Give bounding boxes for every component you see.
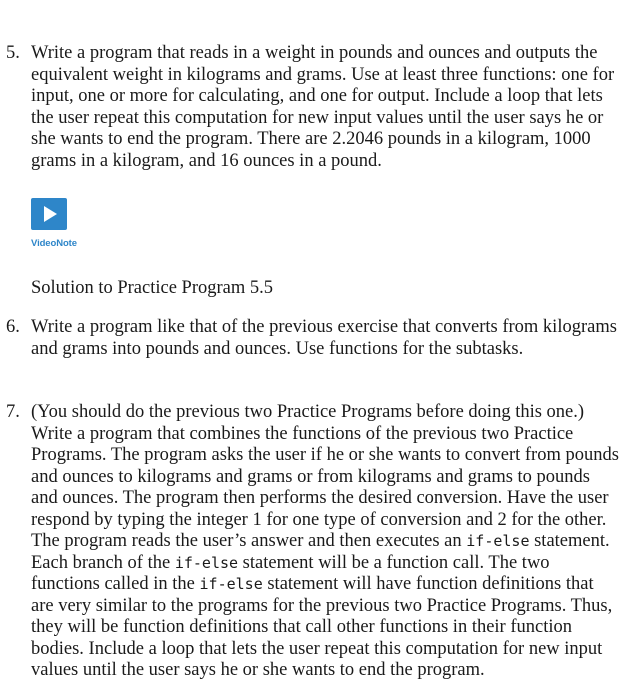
videonote-label: VideoNote xyxy=(31,238,77,249)
code-if-else: if-else xyxy=(466,532,530,550)
code-if-else: if-else xyxy=(174,553,239,572)
text-segment: statement will have function definitions that are very similar to the programs for the previous two Practice Programs. Thus, they will be function definitions that call other functions in their function bodies. Include a loop that lets the user repeat this computation for new input values until the user says he or she wants to end the program. xyxy=(31,574,613,680)
solution-caption: Solution to Practice Program 5.5 xyxy=(31,278,274,298)
problem-7 xyxy=(0,402,620,682)
problem-text: Write a program like that of the previous exercise that converts from kilograms and grams into pounds and ounces. Use functions for the subtasks. xyxy=(31,317,617,359)
text-segment: (You should do the previous two Practice Programs before doing this one.) Write a program that combines the functions of the previous two Practice Programs. The program asks the user if he or she wants to convert from pounds and ounces to kilograms and grams or from kilograms and grams to pounds and ounces. The program then performs the desired conversion. Have the user respond by typing the integer 1 for one type of conversion and 2 for the other. The program reads the user’s answer and then executes an xyxy=(31,402,619,551)
problem-number: 5. xyxy=(6,43,20,63)
problem-text xyxy=(31,402,620,682)
problem-number: 7. xyxy=(6,402,20,422)
play-icon[interactable] xyxy=(31,198,67,230)
problem-number: 6. xyxy=(6,317,20,337)
problem-5 xyxy=(0,43,620,172)
problem-text: Write a program that reads in a weight in pounds and ounces and outputs the equivalent weight in kilograms and grams. Use at least three functions: one for input, one or more for calculating, and one for output. Include a loop that lets the user repeat this computation for new input values until the user says he or she wants to end the program. There are 2.2046 pounds in a kilogram, 1000 grams in a kilogram, and 16 ounces in a pound. xyxy=(31,43,615,171)
text-segment: statement will be a function call. The two functions called in the xyxy=(31,552,550,594)
videonote-link[interactable] xyxy=(31,198,91,254)
text-segment: statement. Each branch of the xyxy=(31,531,610,573)
problem-6 xyxy=(0,317,620,360)
code-if-else: if-else xyxy=(199,575,263,593)
